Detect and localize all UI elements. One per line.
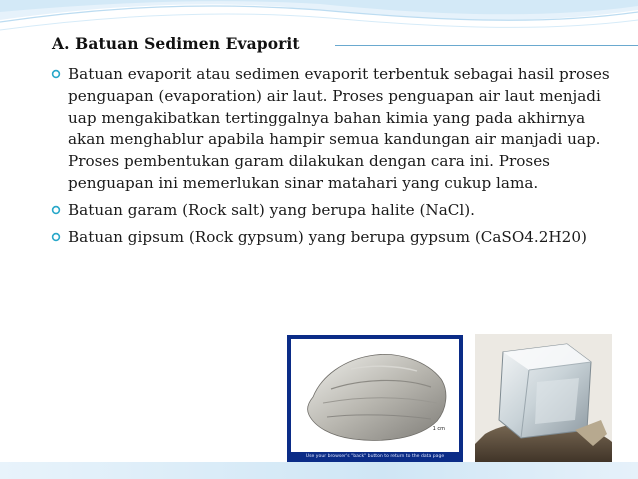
bullet-text: Batuan gipsum (Rock gypsum) yang berupa gypsum (CaSO4.2H20) — [68, 227, 587, 246]
bullet-text: Batuan evaporit atau sedimen evaporit terbentuk sebagai hasil proses penguapan (evaporation) air laut. Proses penguapan air laut menjadi uap mengakibatkan tertinggalnya bahan kimia yang pada akhirnya akan menghablur apabila hampir semua kandungan air manjadi uap. Proses pembentukan garam dilakukan dengan cara ini. Proses penguapan ini memerlukan sinar matahari yang cukup lama. — [68, 65, 610, 192]
halite-crystal-image — [475, 334, 612, 464]
bullet-item-rock-gypsum — [50, 227, 610, 249]
title-underline — [335, 45, 638, 46]
rock-salt-photo — [475, 334, 612, 464]
slide-title: A. Batuan Sedimen Evaporit — [52, 34, 300, 53]
bullet-item-rock-salt — [50, 200, 610, 222]
scale-label: 1 cm — [432, 426, 445, 432]
hollow-circle-bullet-icon — [51, 232, 61, 242]
bullet-list — [50, 64, 610, 253]
bullet-item-evaporite-definition — [50, 64, 610, 195]
hollow-circle-bullet-icon — [51, 69, 61, 79]
bullet-text: Batuan garam (Rock salt) yang berupa halite (NaCl). — [68, 200, 475, 219]
rock-gypsum-photo — [287, 335, 463, 464]
hollow-circle-bullet-icon — [51, 205, 61, 215]
photo-frame — [291, 339, 459, 452]
bottom-decorative-bar — [0, 462, 638, 479]
photo-caption: Use your browser's "back" button to return to the data page — [305, 454, 445, 459]
gypsum-rock-image — [291, 339, 459, 452]
